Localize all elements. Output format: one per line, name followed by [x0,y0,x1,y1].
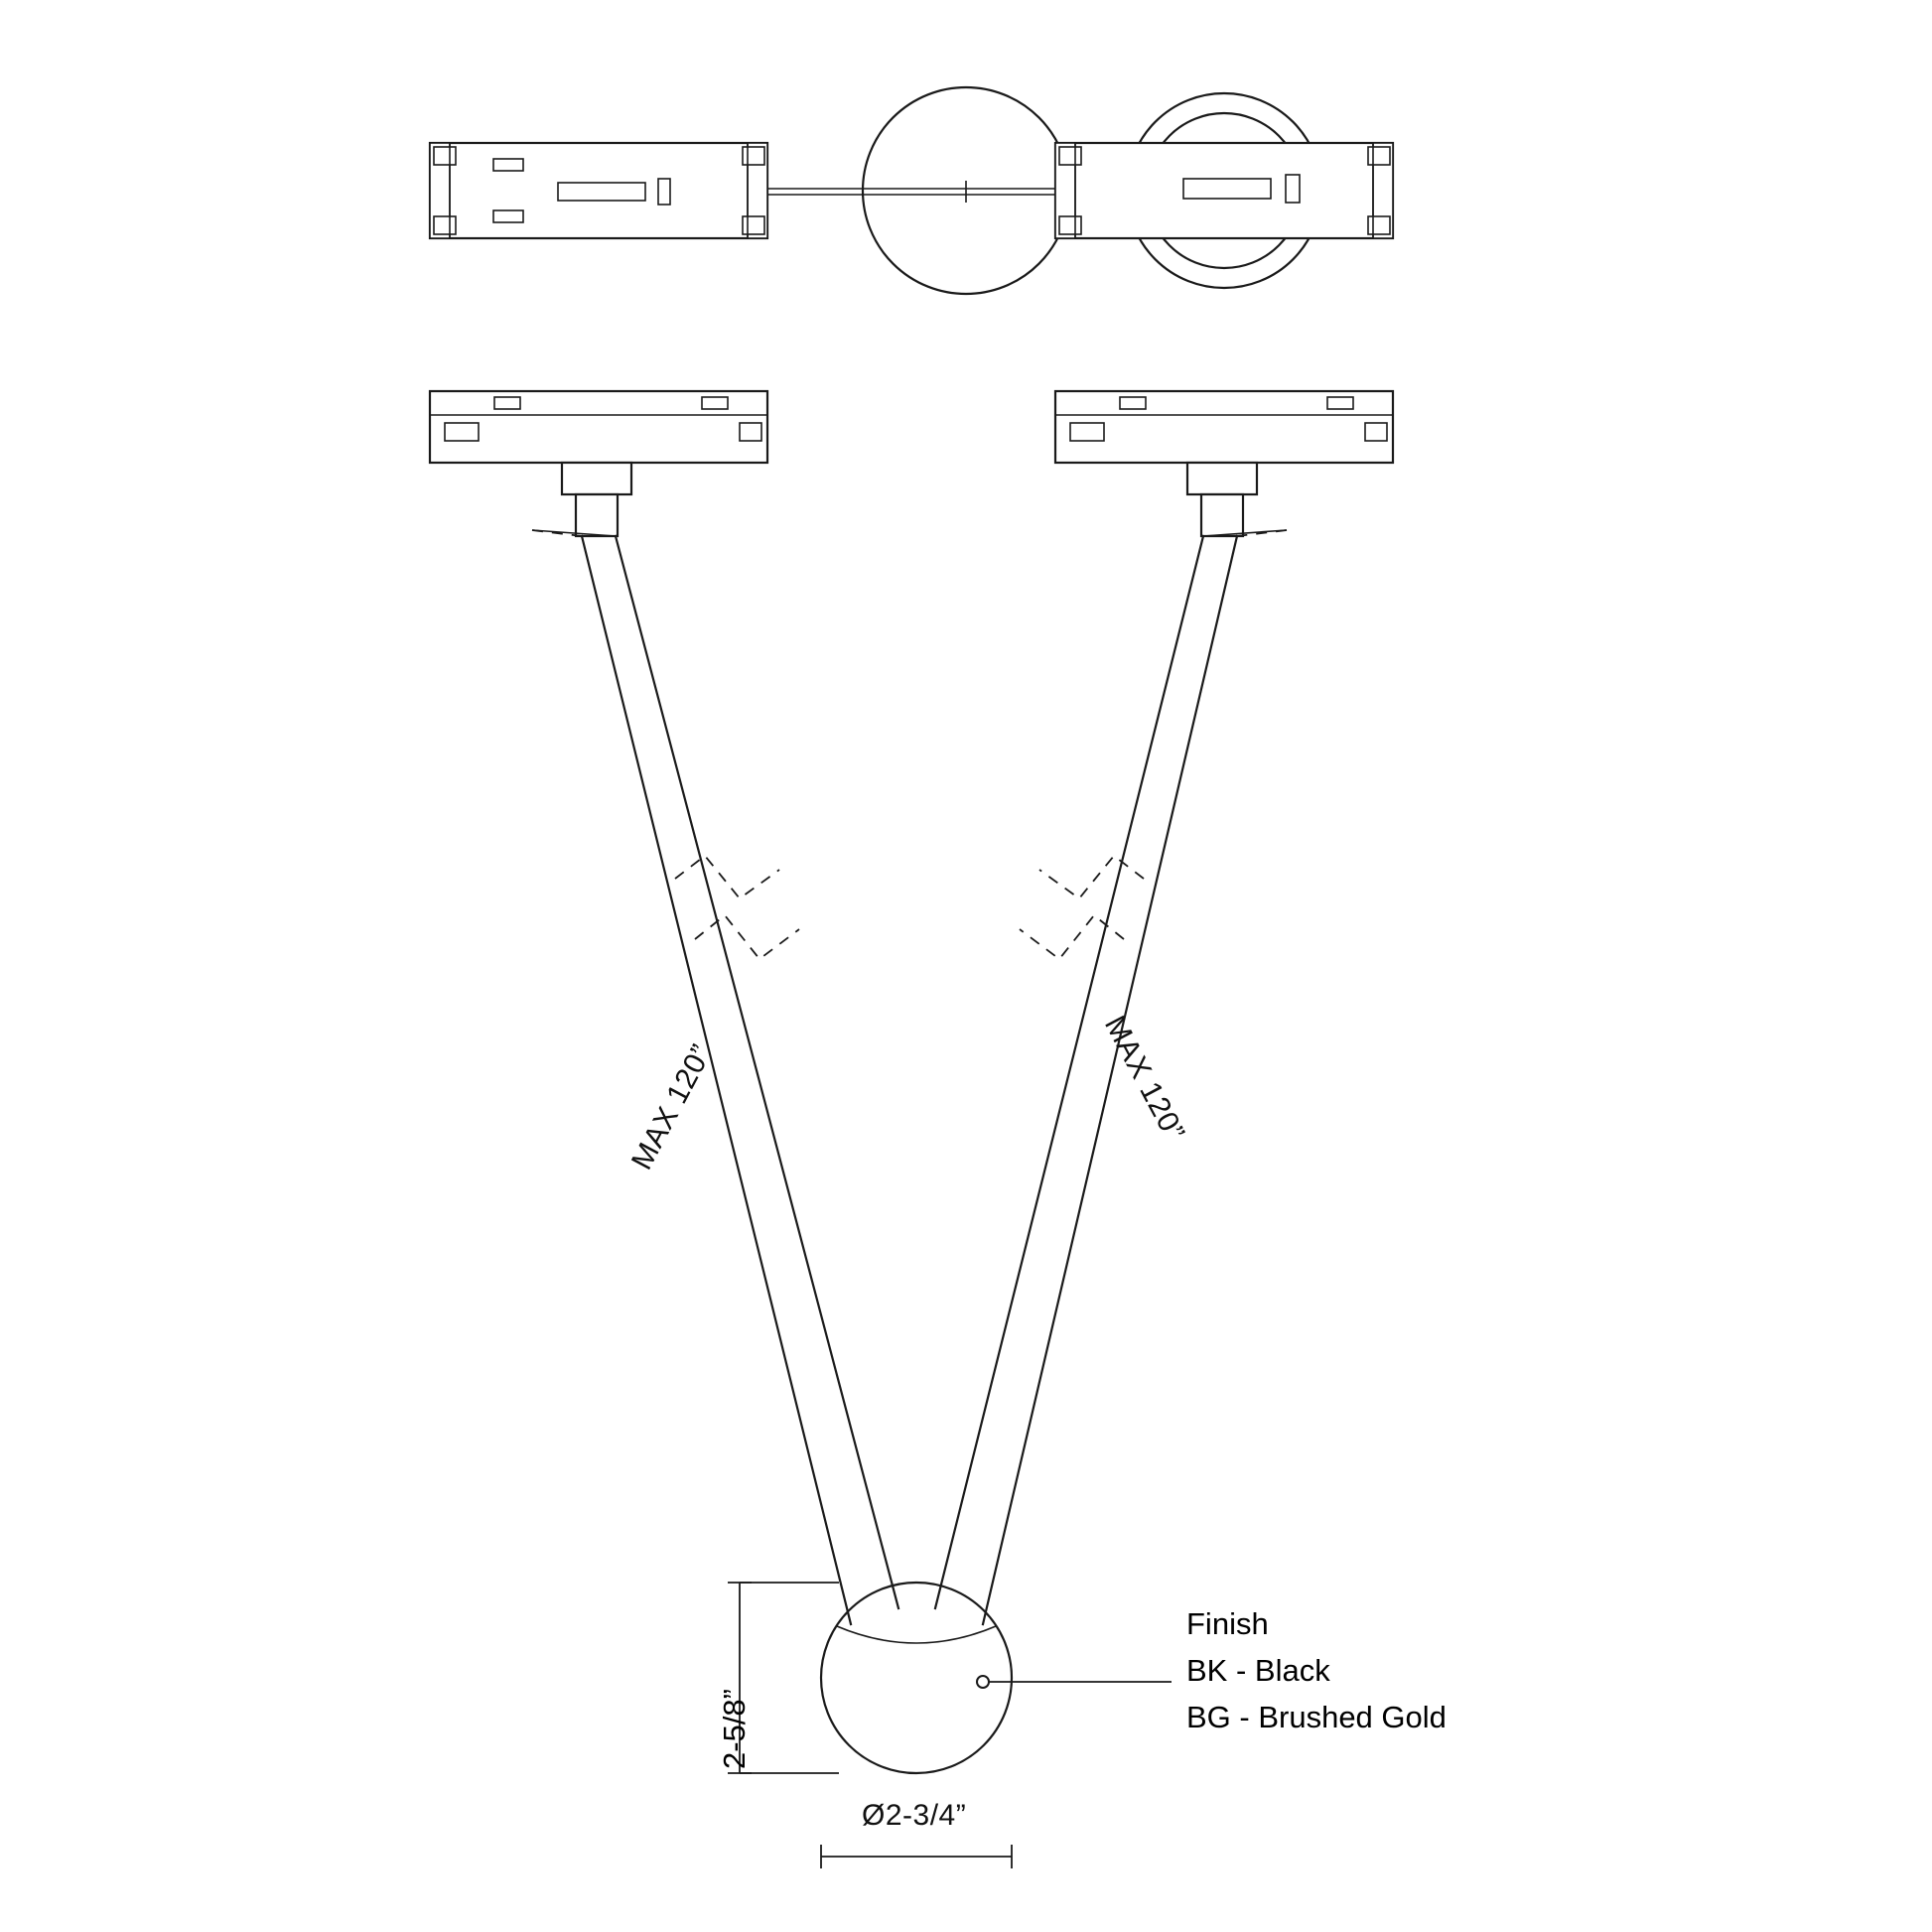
front-left-break-lower [695,915,799,959]
label-sphere-height: 2-5/8” [717,1689,752,1769]
label-max-120-right: MAX 120” [1097,1011,1191,1147]
front-right-break-lower [1020,915,1124,959]
top-view-right-screw-bl [1059,216,1081,234]
top-view-left-slot-small [658,179,670,205]
top-view-left-screw-bl [434,216,456,234]
front-left-cable-outer [582,536,851,1624]
leader-dot [977,1676,989,1688]
front-left-canopy-notch-a [494,397,520,409]
front-right-canopy-foot-a [1070,423,1104,441]
top-view-left-slot-b [493,210,523,222]
front-left-stem-collar [562,463,631,494]
top-view-left-slot-a [493,159,523,171]
front-right-cable-outer [983,536,1237,1624]
front-left-cable-inner [616,536,898,1608]
front-right-break-upper [1039,856,1144,898]
front-right-canopy-notch-a [1120,397,1146,409]
top-view-left-slot-center [558,183,645,201]
finish-option-bg: BG - Brushed Gold [1186,1700,1447,1734]
front-right-canopy-foot-b [1365,423,1387,441]
top-view-right-screw-tl [1059,147,1081,165]
front-right-cable-inner [935,536,1203,1608]
front-left-stem [576,494,618,536]
top-view-left-screw-tr [743,147,764,165]
front-right-stem-collar [1187,463,1257,494]
top-view-right-screw-tr [1368,147,1390,165]
finish-legend [1186,1600,1447,1740]
front-left-canopy-foot-b [740,423,761,441]
finish-option-bk: BK - Black [1186,1653,1330,1688]
top-view-left-screw-tl [434,147,456,165]
label-max-120-left: MAX 120” [624,1038,719,1175]
top-view-left-screw-br [743,216,764,234]
front-right-stem [1201,494,1243,536]
front-left-break-upper [675,856,779,898]
front-left-canopy-foot-a [445,423,479,441]
top-view-right-slot-center [1183,179,1271,199]
front-left-canopy-notch-b [702,397,728,409]
top-view-right-slot-small [1286,175,1300,203]
top-view-right-screw-br [1368,216,1390,234]
finish-legend-title: Finish [1186,1606,1269,1641]
top-view-group [430,87,1393,294]
front-right-canopy-notch-b [1327,397,1353,409]
label-sphere-diameter: Ø2-3/4” [862,1799,967,1832]
front-view-group [430,391,1393,1773]
